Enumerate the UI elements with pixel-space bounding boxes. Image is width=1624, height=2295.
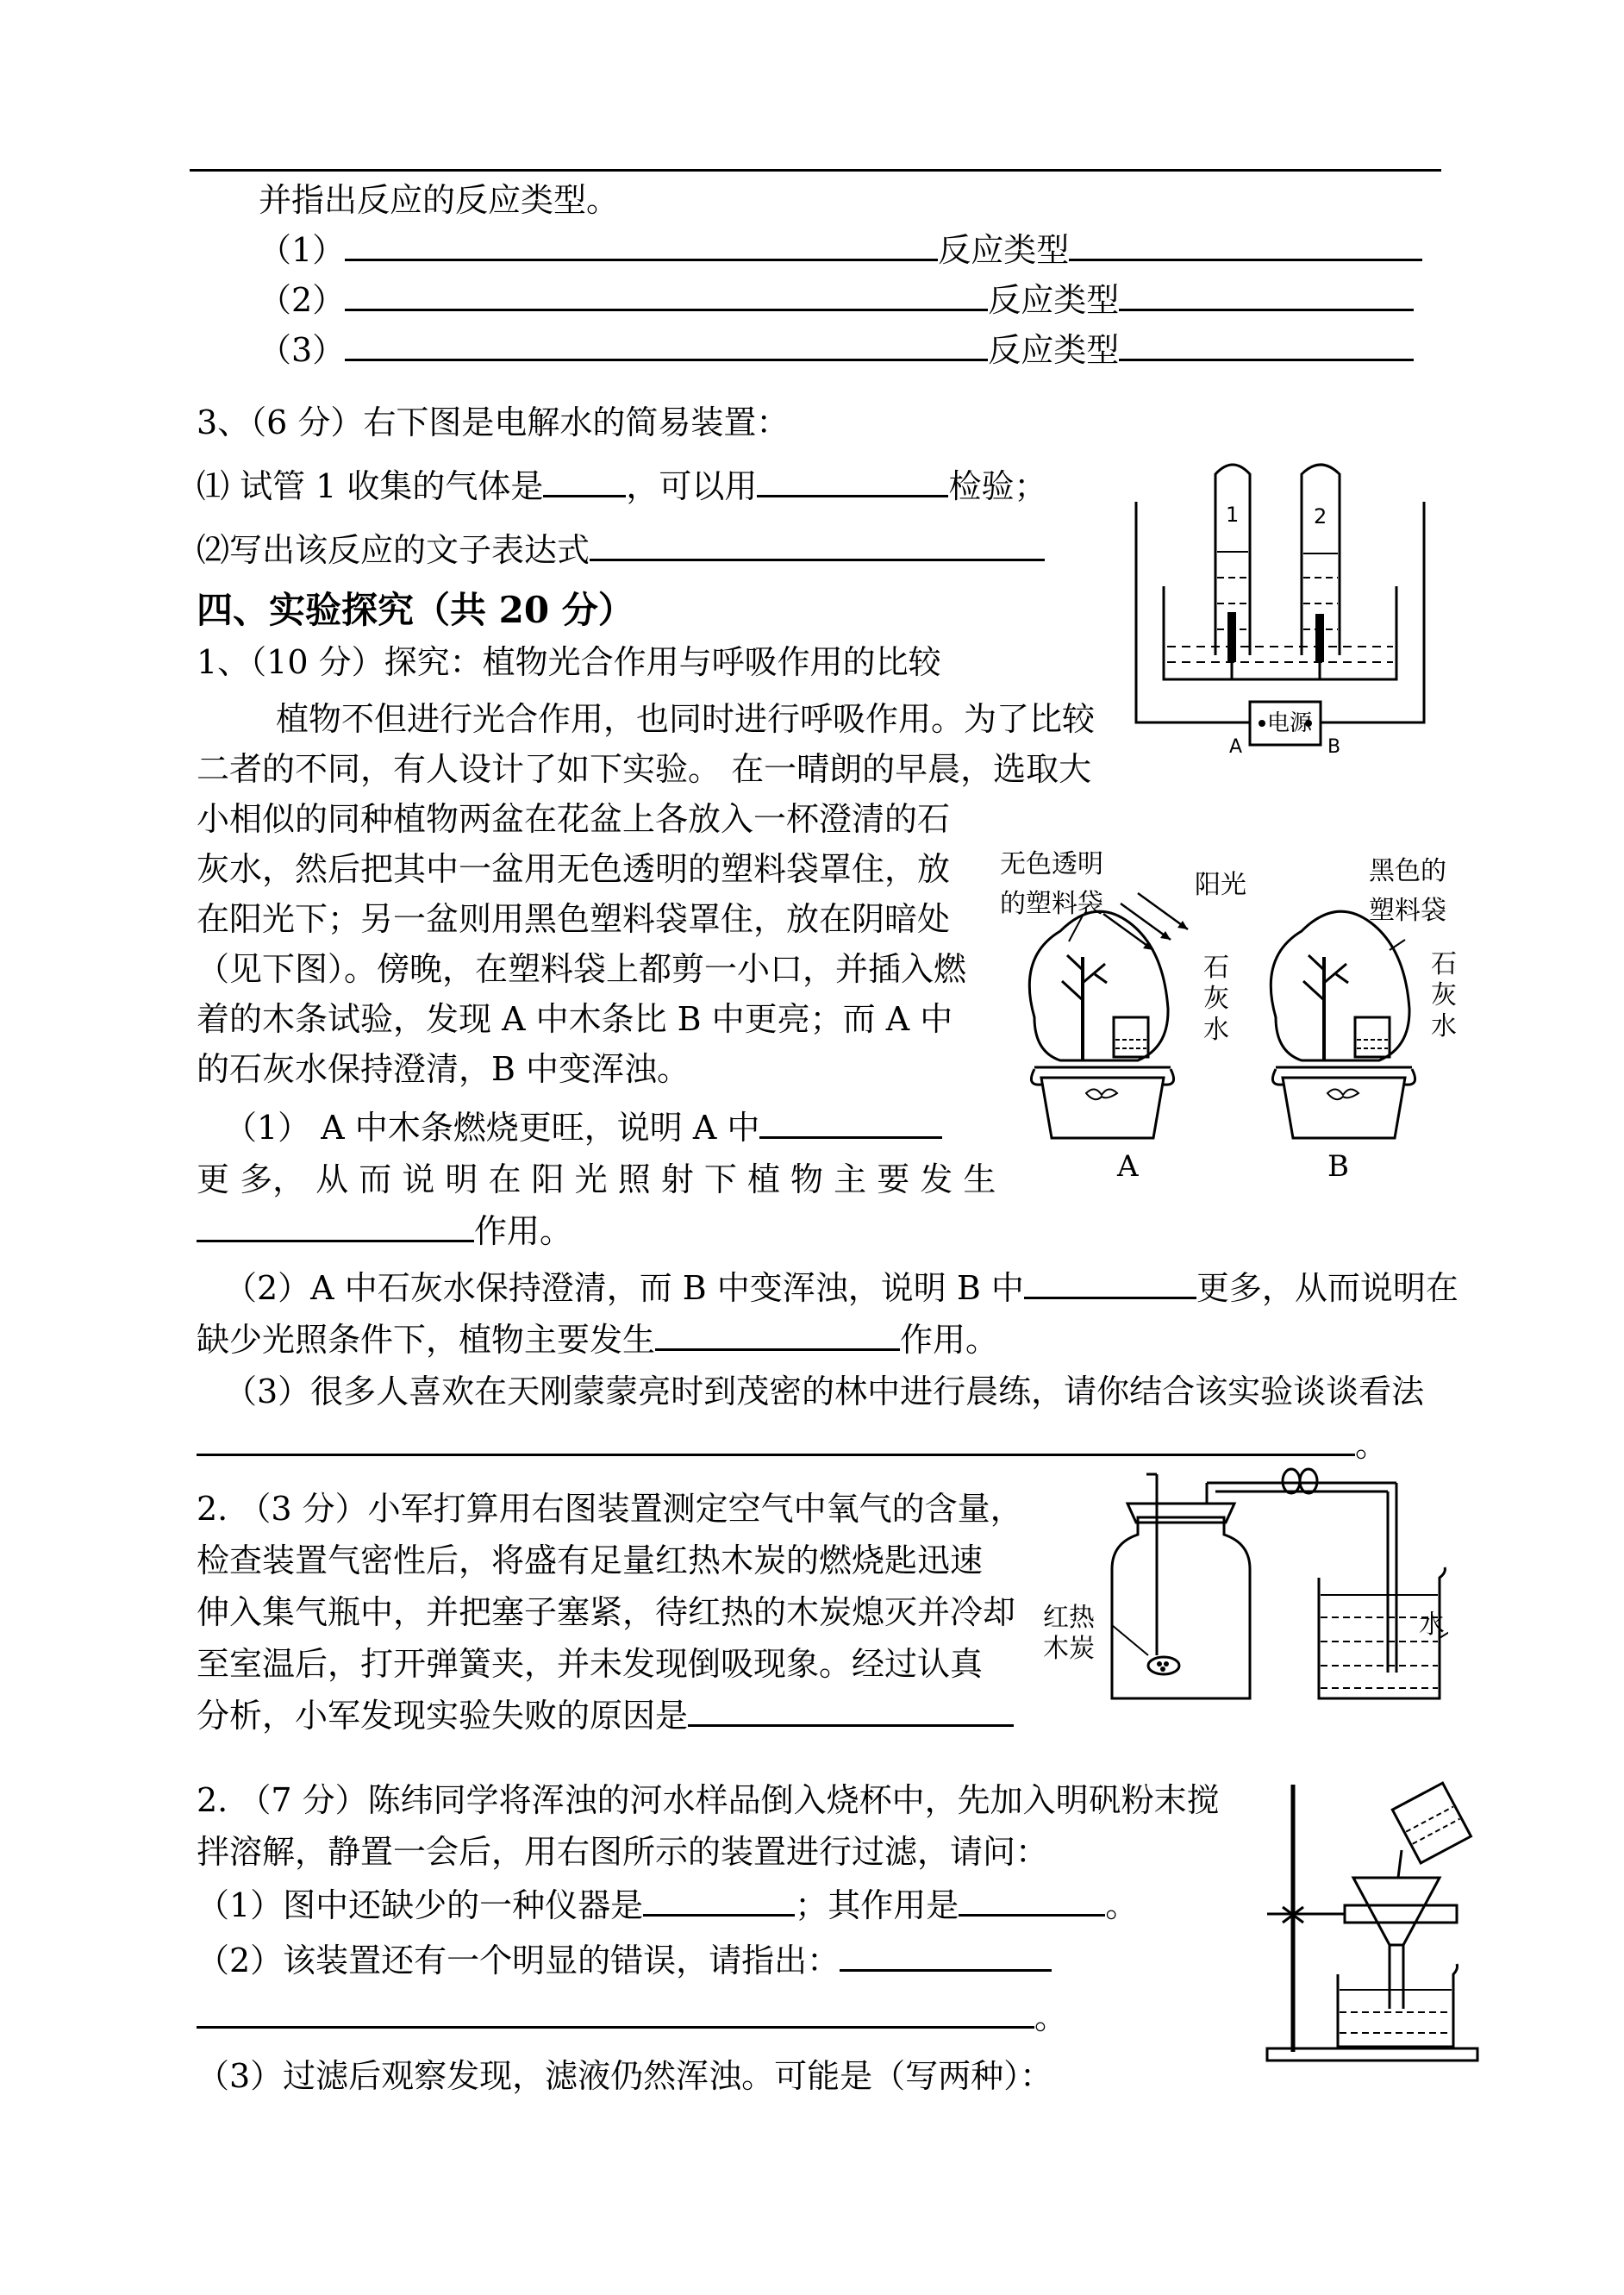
caption-a: A xyxy=(1117,1149,1139,1184)
q3-line-2 xyxy=(197,529,1045,571)
sub2-prompt-a: （2）A 中石灰水保持澄清，而 B 中变浑浊，说明 B 中 xyxy=(224,1269,1024,1307)
test-method-blank[interactable] xyxy=(757,466,948,497)
charcoal-label-2: 木炭 xyxy=(1043,1634,1095,1664)
s4-q1-para-line: 植物不但进行光合作用，也同时进行呼吸作用。为了比较 xyxy=(276,700,1096,738)
item-number: （3） xyxy=(259,331,346,369)
q2b-sub2-end: 。 xyxy=(1034,1998,1068,2036)
oxygen-measurement-figure xyxy=(1034,1466,1448,1707)
b-more-blank[interactable] xyxy=(1024,1267,1196,1299)
sub1-prompt-c: 作用。 xyxy=(474,1212,573,1250)
s4-q2b-sub3: （3）过滤后观察发现，滤液仍然浑浊。可能是（写两种）： xyxy=(197,2057,1053,2095)
limewater-b-label: 石 xyxy=(1431,949,1457,979)
q3-line-1 xyxy=(197,466,1046,507)
reaction-type-label: 反应类型 xyxy=(988,281,1120,319)
q2b-sub1-end: 。 xyxy=(1105,1886,1139,1924)
filtration-diagram xyxy=(1259,1776,1483,2069)
s4-q1-sub1-line-a xyxy=(224,1107,942,1148)
limewater-a-label: 石 xyxy=(1203,953,1229,983)
s4-q1-sub3: （3）很多人喜欢在天刚蒙蒙亮时到茂密的林中进行晨练，请你结合该实验谈谈看法 xyxy=(224,1373,1425,1410)
item-number: （1） xyxy=(259,231,346,269)
q2b-sub1-prompt-a: （1）图中还缺少的一种仪器是 xyxy=(197,1886,644,1924)
item-number: （2） xyxy=(259,281,346,319)
caption-b: B xyxy=(1327,1149,1349,1184)
s4-q1-sub1-line-c xyxy=(197,1210,572,1252)
equation-blank-3[interactable] xyxy=(345,329,988,361)
s4-q1-sub1-line-b: 更 多， 从 而 说 明 在 阳 光 照 射 下 植 物 主 要 发 生 xyxy=(197,1160,996,1198)
header-rule xyxy=(190,169,1441,172)
s4-q1-para-line: 着的木条试验，发现 A 中木条比 B 中更亮；而 A 中 xyxy=(197,1000,953,1038)
sunlight-label: 阳光 xyxy=(1195,870,1246,900)
power-source-label: 电源 xyxy=(1267,710,1313,736)
reaction-type-label: 反应类型 xyxy=(988,331,1120,369)
opinion-blank[interactable] xyxy=(197,1424,1355,1456)
s4-q1-sub2-line-a xyxy=(224,1267,1458,1309)
s4-q1-para-line: 小相似的同种植物两盆在花盆上各放入一杯澄清的石 xyxy=(197,800,951,838)
sub2-prompt-d: 作用。 xyxy=(900,1321,999,1359)
reaction-type-blank-3[interactable] xyxy=(1119,329,1414,361)
main-process-blank-b[interactable] xyxy=(655,1319,900,1351)
q2b-sub1-prompt-b: ；其作用是 xyxy=(795,1886,959,1924)
missing-instrument-blank[interactable] xyxy=(643,1885,795,1917)
q3-prompt-a: ⑴ 试管 1 收集的气体是 xyxy=(197,467,544,505)
reaction-type-blank-1[interactable] xyxy=(1069,229,1422,261)
s4-q2b-line-1: 2. （7 分）陈纬同学将浑浊的河水样品倒入烧杯中，先加入明矾粉末搅 xyxy=(197,1781,1220,1819)
charcoal-label-1: 红热 xyxy=(1043,1603,1095,1633)
limewater-a-label: 灰 xyxy=(1203,984,1229,1014)
reaction-type-label: 反应类型 xyxy=(938,231,1070,269)
s4-q1-para-line: 的石灰水保持澄清，B 中变浑浊。 xyxy=(197,1050,690,1088)
s4-q1-para-line: 灰水，然后把其中一盆用无色透明的塑料袋罩住，放 xyxy=(197,850,951,888)
s4-q2a-line: 至室温后，打开弹簧夹，并未发现倒吸现象。经过认真 xyxy=(197,1645,984,1683)
limewater-a-label: 水 xyxy=(1203,1015,1229,1045)
terminal-a-label: A xyxy=(1229,736,1243,758)
clear-bag-label-2: 的塑料袋 xyxy=(1000,889,1103,919)
error-blank-a[interactable] xyxy=(840,1940,1052,1972)
s4-q2b-sub1 xyxy=(197,1885,1138,1926)
a-more-blank[interactable] xyxy=(759,1107,942,1139)
intro-text: 并指出反应的反应类型。 xyxy=(259,181,620,219)
gas-name-blank[interactable] xyxy=(543,466,626,497)
q3-prompt-b: ，可以用 xyxy=(626,467,758,505)
s4-q2b-line-2: 拌溶解，静置一会后，用右图所示的装置进行过滤，请问： xyxy=(197,1833,1049,1871)
tube-2-label: 2 xyxy=(1314,504,1327,528)
sub3-end-mark: 。 xyxy=(1355,1426,1389,1464)
clear-bag-label-1: 无色透明 xyxy=(1000,849,1103,879)
s4-q2b-sub2 xyxy=(197,1940,1052,1981)
q3-prompt-c: 检验； xyxy=(948,467,1047,505)
reaction-line-2 xyxy=(259,279,1414,321)
reaction-line-3 xyxy=(259,329,1414,371)
s4-q2a-line: 2. （3 分）小军打算用右图装置测定空气中氧气的含量， xyxy=(197,1490,1023,1528)
instrument-function-blank[interactable] xyxy=(959,1885,1105,1917)
black-bag-label-1: 黑色的 xyxy=(1369,856,1446,886)
s4-q1-para-line: 在阳光下；另一盆则用黑色塑料袋罩住，放在阴暗处 xyxy=(197,900,951,938)
section-4-heading: 四、实验探究（共 20 分） xyxy=(197,589,634,631)
sub1-prompt-a: （1） A 中木条燃烧更旺，说明 A 中 xyxy=(224,1109,760,1147)
s4-q2a-line: 伸入集气瓶中，并把塞子塞紧，待红热的木炭熄灭并冷却 xyxy=(197,1593,1016,1631)
q3-title: 3、（6 分）右下图是电解水的简易装置： xyxy=(197,403,790,441)
s4-q1-para-line: 二者的不同，有人设计了如下实验。 在一晴朗的早晨，选取大 xyxy=(197,750,1092,788)
reaction-type-blank-2[interactable] xyxy=(1119,279,1414,311)
s4-q1-title: 1、（10 分）探究：植物光合作用与呼吸作用的比较 xyxy=(197,643,941,681)
terminal-b-label: B xyxy=(1327,736,1341,758)
s4-q1-sub2-line-b xyxy=(197,1319,998,1360)
sub2-prompt-b: 更多，从而说明在 xyxy=(1196,1269,1458,1307)
equation-blank-1[interactable] xyxy=(345,229,938,261)
limewater-b-label: 灰 xyxy=(1431,980,1457,1010)
failure-reason-blank[interactable] xyxy=(688,1695,1014,1727)
q2b-sub2-prompt: （2）该装置还有一个明显的错误，请指出： xyxy=(197,1942,840,1979)
oxygen-measurement-diagram xyxy=(1034,1466,1448,1707)
s4-q1-sub3-answer-line xyxy=(197,1424,1388,1466)
s4-q2a-last-line xyxy=(197,1695,1014,1736)
s4-q2a-line: 检查装置气密性后，将盛有足量红热木炭的燃烧匙迅速 xyxy=(197,1541,984,1579)
electrolysis-apparatus-figure xyxy=(1121,448,1440,767)
sub2-prompt-c: 缺少光照条件下，植物主要发生 xyxy=(197,1321,656,1359)
black-bag-label-2: 塑料袋 xyxy=(1369,896,1446,926)
reaction-line-1 xyxy=(259,229,1422,271)
main-process-blank-a[interactable] xyxy=(197,1210,474,1242)
error-blank-b[interactable] xyxy=(197,1997,1034,2029)
filtration-apparatus-figure xyxy=(1259,1776,1483,2069)
word-equation-blank[interactable] xyxy=(590,529,1045,561)
water-label: 水 xyxy=(1419,1610,1445,1640)
limewater-b-label: 水 xyxy=(1431,1011,1457,1041)
equation-blank-2[interactable] xyxy=(345,279,988,311)
tube-1-label: 1 xyxy=(1226,503,1240,527)
s4-q1-para-line: （见下图）。傍晚，在塑料袋上都剪一小口，并插入燃 xyxy=(197,950,967,988)
q2a-prompt: 分析，小军发现实验失败的原因是 xyxy=(197,1697,689,1735)
s4-q2b-sub2-answer-line xyxy=(197,1997,1067,2038)
plant-bag-experiment-figure xyxy=(1000,849,1483,1190)
q3-prompt-2: ⑵写出该反应的文子表达式 xyxy=(197,531,590,569)
